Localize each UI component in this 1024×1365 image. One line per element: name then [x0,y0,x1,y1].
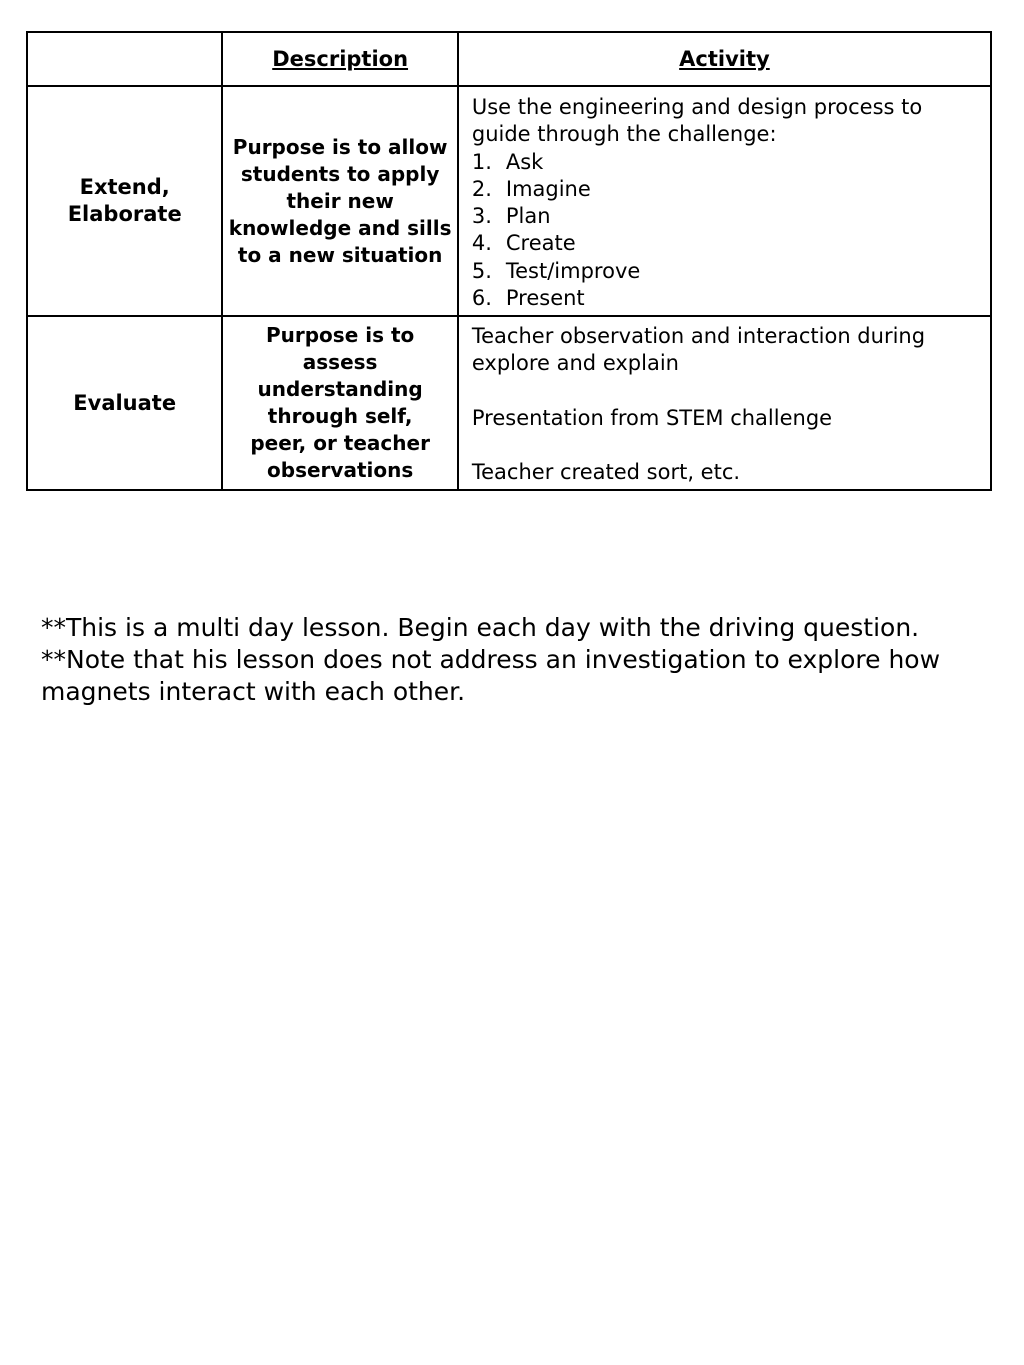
description-line: peer, or teacher [250,431,430,455]
description-line: Purpose is to allow [232,134,448,159]
list-item [472,230,980,257]
list-item [472,176,980,203]
activity-intro-line: Use the engineering and design process to [471,95,923,119]
table-row-evaluate [27,316,991,490]
step-number: 6. [471,286,492,311]
list-item [472,285,980,312]
phase-evaluate: Evaluate [27,316,222,490]
activity-line: explore and explain [471,351,679,376]
activity-intro-line: guide through the challenge: [471,122,777,147]
phase-extend-elaborate [27,86,222,316]
header-activity: Activity [458,32,991,86]
step-number: 4. [471,231,492,256]
description-line: observations [267,458,414,482]
note-investigation: **Note that his lesson does not address an investigation to explore how magnets interact with each other. [41,645,941,706]
description-line: knowledge and sills [228,215,452,240]
activity-line: Teacher created sort, etc. [471,460,741,485]
description-extend [222,86,457,316]
step-text: Plan [505,204,551,229]
blank-line [472,432,980,459]
description-line: their new [286,188,394,213]
activity-extend [458,86,991,316]
activity-line: Teacher observation and interaction during [471,324,926,348]
activity-line: Presentation from STEM challenge [471,405,833,430]
step-text: Ask [505,149,544,174]
table-row-extend [27,86,991,316]
lesson-table [26,31,992,491]
phase-line: Extend, [79,175,170,199]
step-number: 3. [471,204,492,229]
description-line: assess [302,350,378,374]
description-line: students to apply [240,161,440,186]
description-line: Purpose is to [265,323,415,347]
step-text: Present [505,286,585,311]
description-line: through self, [267,404,413,428]
process-steps-list [472,149,980,313]
description-line: understanding [257,377,423,401]
lesson-notes [41,612,1001,708]
activity-evaluate [458,316,991,490]
description-line: to a new situation [237,242,443,267]
step-text: Create [505,231,576,256]
description-evaluate [222,316,457,490]
table-header-row [27,32,991,86]
step-number: 5. [471,258,492,283]
step-text: Test/improve [505,258,641,283]
list-item [472,258,980,285]
header-description: Description [222,32,457,86]
step-number: 2. [471,176,492,201]
list-item [472,149,980,176]
blank-line [472,378,980,405]
step-number: 1. [471,149,492,174]
phase-line: Elaborate [67,202,182,226]
note-multi-day: **This is a multi day lesson. Begin each day with the driving question. [41,613,920,642]
list-item [472,203,980,230]
step-text: Imagine [505,176,591,201]
header-blank [27,32,222,86]
